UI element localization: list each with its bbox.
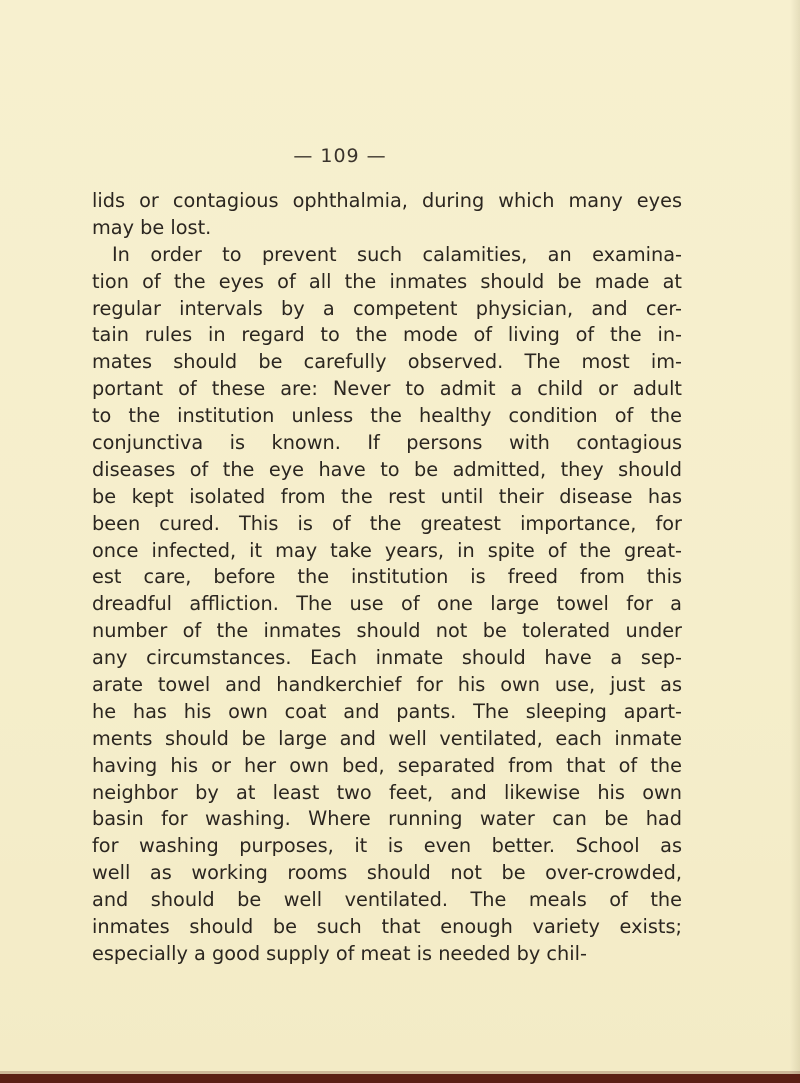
text-line: regular intervals by a competent physician, and cer- [92, 296, 682, 320]
text-line: conjunctiva is known. If persons with contagious [92, 431, 682, 455]
text-line: and should be well ventilated. The meals of the [92, 888, 682, 912]
text-line: may be lost. [92, 215, 212, 239]
text-line: having his or her own bed, separated from that of the [92, 753, 682, 777]
text-line: tion of the eyes of all the inmates should be made at [92, 269, 682, 293]
page-edge-shadow [790, 0, 800, 1083]
text-line: In order to prevent such calamities, an examina- [112, 242, 682, 266]
text-line: tain rules in regard to the mode of living of the in- [92, 323, 682, 347]
page-number: — 109 — [293, 145, 387, 167]
text-line: well as working rooms should not be over-crowded, [92, 861, 682, 885]
text-line: dreadful affliction. The use of one large towel for a [92, 592, 682, 616]
text-line: for washing purposes, it is even better. School as [92, 834, 682, 858]
text-line: once infected, it may take years, in spite of the great- [92, 538, 682, 562]
text-line: to the institution unless the healthy condition of the [92, 404, 682, 428]
body-text [92, 188, 682, 968]
text-line: any circumstances. Each inmate should have a sep- [92, 646, 682, 670]
bottom-edge-binding [0, 1074, 800, 1083]
text-line: been cured. This is of the greatest importance, for [92, 511, 682, 535]
text-line: portant of these are: Never to admit a child or adult [92, 377, 682, 401]
text-line: est care, before the institution is freed from this [92, 565, 682, 589]
text-line: number of the inmates should not be tolerated under [92, 619, 682, 643]
text-line: diseases of the eye have to be admitted, they should [92, 457, 682, 481]
text-line: basin for washing. Where running water can be had [92, 807, 682, 831]
text-line: neighbor by at least two feet, and likewise his own [92, 780, 682, 804]
text-line: ments should be large and well ventilated, each inmate [92, 726, 682, 750]
text-line: especially a good supply of meat is needed by chil- [92, 941, 587, 965]
text-line: he has his own coat and pants. The sleeping apart- [92, 699, 682, 723]
text-line: inmates should be such that enough variety exists; [92, 915, 682, 939]
text-line: mates should be carefully observed. The most im- [92, 350, 682, 374]
text-line: be kept isolated from the rest until their disease has [92, 484, 682, 508]
text-line: lids or contagious ophthalmia, during which many eyes [92, 189, 682, 212]
text-line: arate towel and handkerchief for his own use, just as [92, 673, 682, 697]
